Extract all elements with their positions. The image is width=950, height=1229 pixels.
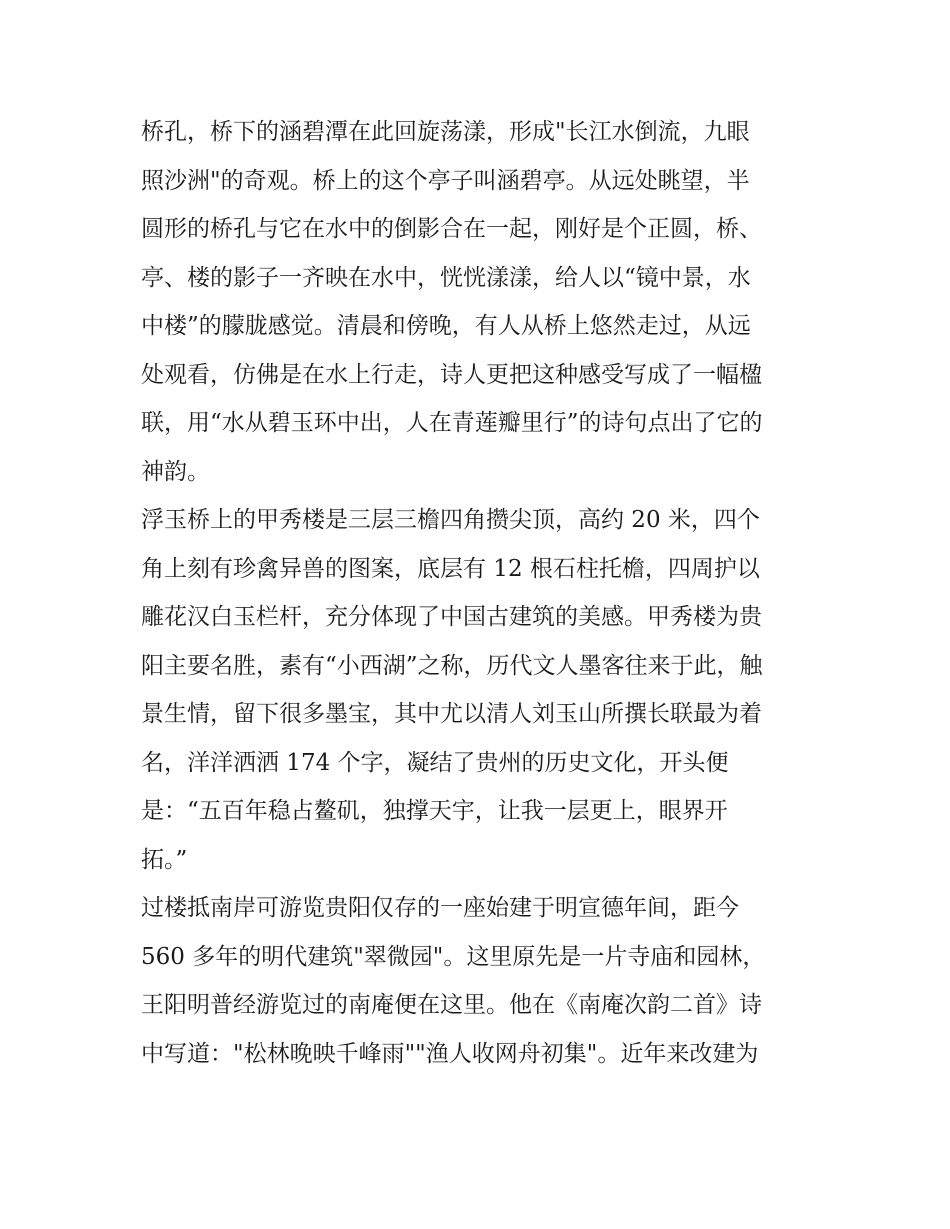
body-text (141, 108, 821, 1078)
text-line: 景生情，留下很多墨宝，其中尤以清人刘玉山所撰长联最为着 (141, 701, 762, 727)
text-line: 中楼”的朦胧感觉。清晨和傍晚，有人从桥上悠然走过，从远 (141, 313, 751, 339)
text-line: 照沙洲"的奇观。桥上的这个亭子叫涵碧亭。从远处眺望，半 (141, 167, 750, 194)
text-line: 中写道："松林晚映千峰雨""渔人收网舟初集"。近年来改建为 (141, 1040, 759, 1067)
text-line: 拓。” (141, 846, 188, 873)
text-line: 雕花汉白玉栏杆，充分体现了中国古建筑的美感。甲秀楼为贵 (141, 604, 762, 630)
text-line: 圆形的桥孔与它在水中的倒影合在一起，刚好是个正圆，桥、 (141, 216, 762, 242)
text-line: 神韵。 (141, 458, 210, 485)
text-line: 处观看，仿佛是在水上行走，诗人更把这种感受写成了一幅楹 (141, 361, 762, 388)
text-line: 阳主要名胜，素有“小西湖”之称，历代文人墨客往来于此，触 (141, 652, 763, 679)
text-line: 联，用“水从碧玉环中出，人在青莲瓣里行”的诗句点出了它的 (141, 410, 763, 436)
text-line: 名，洋洋洒洒 174 个字，凝结了贵州的历史文化，开头便 (141, 749, 729, 776)
text-line: 过楼抵南岸可游览贵阳仅存的一座始建于明宣德年间，距今 (141, 895, 739, 921)
text-line: 角上刻有珍禽异兽的图案，底层有 12 根石柱托檐，四周护以 (141, 555, 760, 582)
text-line: 王阳明普经游览过的南庵便在这里。他在《南庵次韵二首》诗 (141, 992, 762, 1018)
text-line: 亭、楼的影子一齐映在水中，恍恍漾漾，给人以“镜中景，水 (141, 264, 751, 291)
text-line: 是：“五百年稳占鳌矶，独撑天宇，让我一层更上，眼界开 (141, 798, 728, 824)
text-line: 浮玉桥上的甲秀楼是三层三檐四角攒尖顶，高约 20 米，四个 (141, 507, 760, 533)
text-line: 桥孔，桥下的涵碧潭在此回旋荡漾，形成"长江水倒流，九眼 (141, 119, 750, 145)
text-line: 560 多年的明代建筑"翠微园"。这里原先是一片寺庙和园林， (141, 943, 766, 970)
